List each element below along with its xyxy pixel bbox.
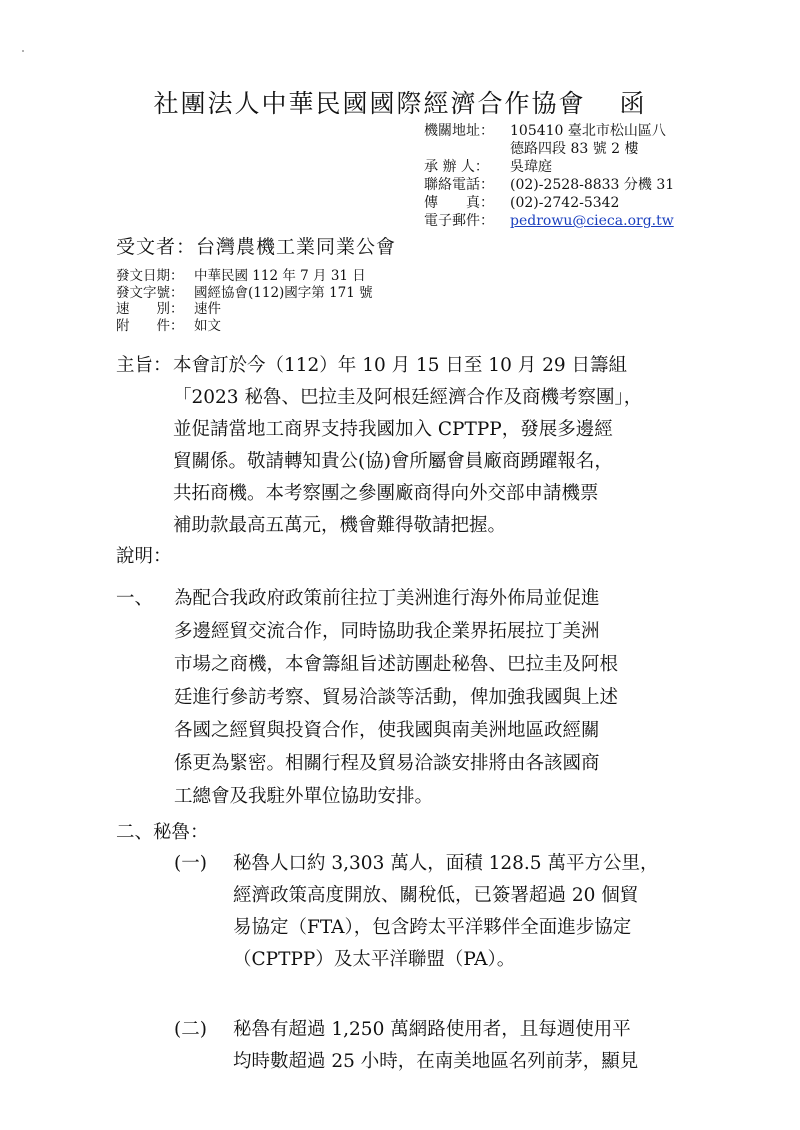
subject-line: 並促請當地工商界支持我國加入 CPTPP，發展多邊經 [173,419,613,440]
info-label [424,140,510,158]
document-meta [116,268,373,334]
meta-row-priority [116,301,373,318]
info-value: 德路四段 83 號 2 樓 [510,141,639,157]
subitem-body [233,848,658,976]
meta-row-number [116,285,373,302]
info-value: 105410 臺北市松山區八 [510,123,666,139]
info-label: 傳 真： [424,195,494,211]
subitem-line: 均時數超過 25 小時，在南美地區名列前茅，顯見 [233,1051,639,1072]
info-label: 機關地址： [424,123,494,139]
subject-body [173,350,706,542]
info-row-handler [424,158,674,176]
meta-value: 速件 [194,301,221,317]
meta-value: 國經協會(112)國字第 171 號 [194,284,373,301]
section-line: 多邊經貿交流合作，同時協助我企業界拓展拉丁美洲 [174,621,600,642]
subject-line: 補助款最高五萬元，機會難得敬請把握。 [173,515,507,536]
meta-label: 發文日期： [116,268,184,284]
info-label: 承 辦 人： [424,159,489,175]
meta-value: 如文 [194,317,221,334]
subitem-line: 秘魯有超過 1,250 萬網路使用者，且每週使用平 [233,1019,631,1040]
info-row-fax [424,194,674,212]
section-line: 各國之經貿與投資合作，使我國與南美洲地區政經關 [174,720,600,741]
section-line: 工總會及我駐外單位協助安排。 [174,786,434,807]
email-link[interactable]: pedrowu@cieca.org.tw [510,213,674,229]
section-line: 係更為緊密。相關行程及貿易洽談安排將由各該國商 [174,753,600,774]
doc-type: 函 [619,89,647,118]
info-row-phone [424,176,674,194]
info-value: (02)-2528-8833 分機 31 [510,177,675,193]
meta-label: 速 別： [116,301,184,317]
explanation-label: 說明： [116,546,172,567]
section-line: 為配合我政府政策前往拉丁美洲進行海外佈局並促進 [174,588,600,609]
org-name: 社團法人中華民國國際經濟合作協會 [153,89,586,118]
meta-value: 中華民國 112 年 7 月 31 日 [194,268,366,284]
section-line: 廷進行參訪考察、貿易洽談等活動，俾加強我國與上述 [174,687,619,708]
subject-label: 主旨： [116,355,172,376]
scan-speck [22,50,24,52]
subject-line: 本會訂於今（112）年 10 月 15 日至 10 月 29 日籌組 [173,355,628,376]
subitem-number: (一) [174,853,207,874]
subject-section [116,350,706,542]
subject-line: 共拓商機。本考察團之參團廠商得向外交部申請機票 [173,483,599,504]
info-label: 聯絡電話： [424,177,494,193]
section-body [174,582,618,813]
section-line: 市場之商機，本會籌組旨述訪團赴秘魯、巴拉圭及阿根 [174,654,619,675]
subitem-line: 易協定（FTA），包含跨太平洋夥伴全面進步協定 [233,917,632,938]
subitem-line: 經濟政策高度開放、關稅低，已簽署超過 20 個貿 [233,885,639,906]
info-row-address [424,122,674,140]
subitem-body [233,1014,638,1078]
subitem-number: (二) [174,1019,207,1040]
subitem-line: 秘魯人口約 3,303 萬人，面積 128.5 萬平方公里， [233,853,659,874]
info-value: 吳瑋庭 [510,159,552,175]
subject-line: 「2023 秘魯、巴拉圭及阿根廷經濟合作及商機考察團」， [173,387,643,408]
info-label: 電子郵件： [424,213,494,229]
subject-line: 貿關係。敬請轉知貴公(協)會所屬會員廠商踴躍報名， [173,451,613,472]
section-number: 一、 [116,588,154,609]
section-two-heading: 二、秘魯： [116,822,209,843]
org-contact-info [424,122,674,230]
document-title [0,84,800,120]
info-value: (02)-2742-5342 [510,195,620,211]
subitem-line: （CPTPP）及太平洋聯盟（PA）。 [233,949,516,970]
info-row-email [424,212,674,230]
meta-row-attachment [116,318,373,335]
meta-row-date [116,268,373,285]
info-row-address-cont [424,140,674,158]
meta-label: 發文字號： [116,284,184,301]
meta-label: 附 件： [116,317,184,334]
recipient-line: 受文者：台灣農機工業同業公會 [116,236,397,258]
